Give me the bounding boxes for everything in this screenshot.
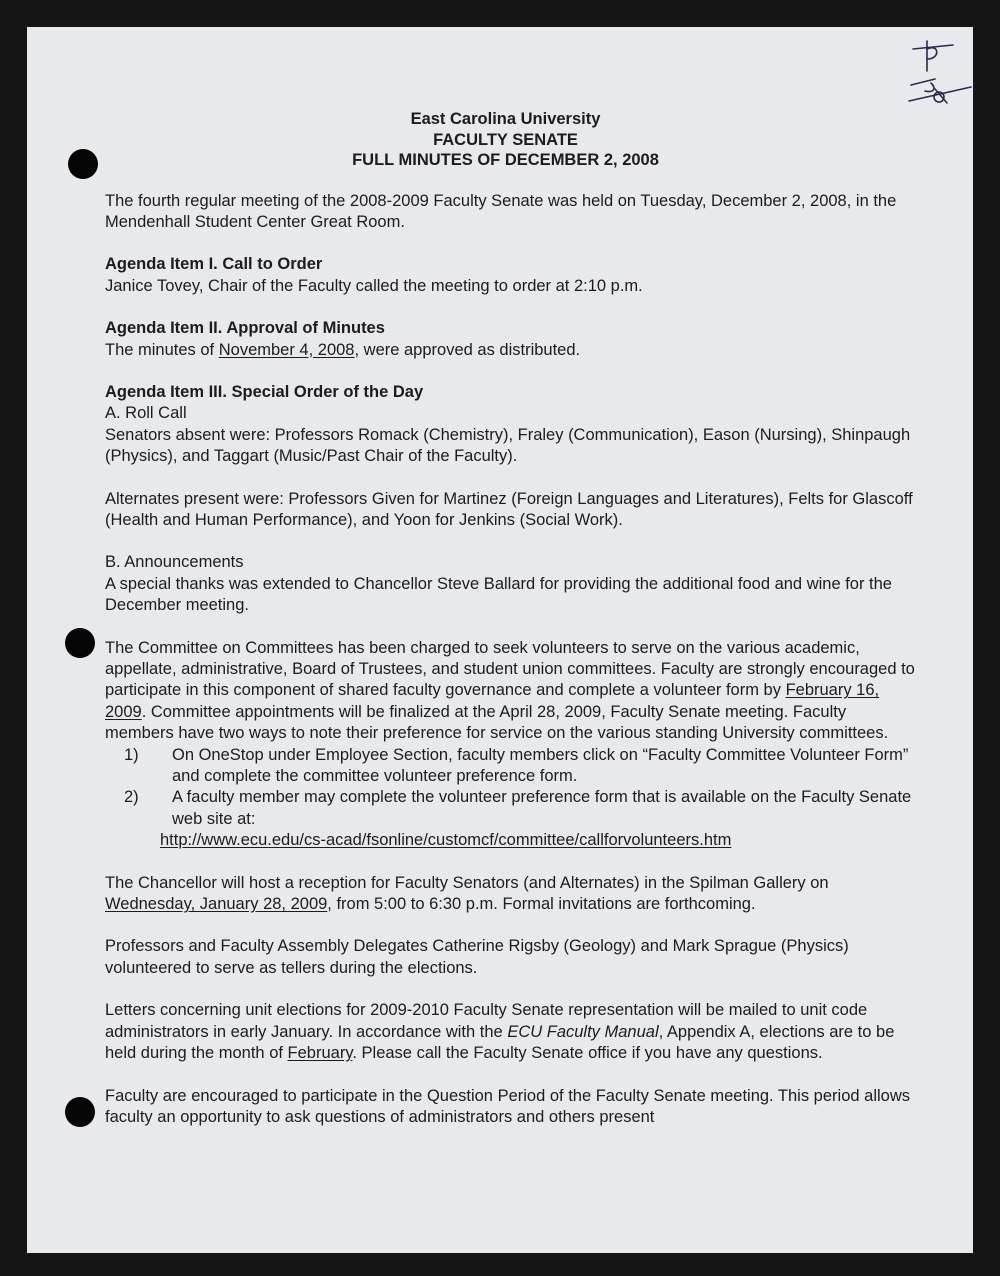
- senators-absent: Senators absent were: Professors Romack (Chemistry), Fraley (Communication), Eason (Nursing), Shinpaugh (Physics), and Taggart (Music/Past Chair of the Faculty).: [105, 425, 911, 466]
- intro-paragraph: The fourth regular meeting of the 2008-2009 Faculty Senate was held on Tuesday, December 2, 2008, in the Mendenhall Student Center Great Room.: [105, 191, 897, 231]
- alternates-present: Alternates present were: Professors Given for Martinez (Foreign Languages and Literatures), Felts for Glascoff (Health and Human Performance), and Yoon for Jenkins (Social Work).: [105, 489, 913, 529]
- agenda-item-1-heading: Agenda Item I. Call to Order: [105, 255, 323, 274]
- election-month: February: [287, 1044, 353, 1063]
- handwritten-page-mark: [905, 37, 975, 107]
- agenda-item-1-text: Janice Tovey, Chair of the Faculty called the meeting to order at 2:10 p.m.: [105, 276, 643, 295]
- senate-name: FACULTY SENATE: [433, 130, 578, 149]
- tellers-paragraph: Professors and Faculty Assembly Delegates Catherine Rigsby (Geology) and Mark Sprague (Physics) volunteered to serve as tellers during the elections.: [105, 937, 849, 977]
- minutes-date-link: November 4, 2008: [218, 340, 355, 359]
- university-name: East Carolina University: [410, 110, 601, 128]
- document-header: [96, 109, 915, 171]
- volunteers-url-link[interactable]: http://www.ecu.edu/cs-acad/fsonline/customcf/committee/callforvolunteers.htm: [160, 831, 732, 850]
- punch-hole: [65, 628, 95, 658]
- minutes-title: FULL MINUTES OF DECEMBER 2, 2008: [352, 151, 659, 169]
- list-item: 2) A faculty member may complete the volunteer preference form that is available on the Faculty Senate web site at:: [124, 788, 912, 828]
- agenda-item-2-text: The minutes of November 4, 2008, were approved as distributed.: [105, 340, 581, 359]
- announcements-title: B. Announcements: [105, 553, 244, 572]
- punch-hole: [65, 1097, 95, 1127]
- volunteer-deadline: February 16, 2009: [105, 681, 880, 721]
- reception-date: Wednesday, January 28, 2009: [105, 895, 328, 914]
- question-period-paragraph: Faculty are encouraged to participate in the Question Period of the Faculty Senate meeting. This period allows faculty an opportunity to ask questions of administrators and others present: [105, 1086, 910, 1126]
- agenda-item-2-heading: Agenda Item II. Approval of Minutes: [105, 319, 385, 338]
- punch-hole: [68, 149, 98, 179]
- roll-call-title: A. Roll Call: [105, 404, 187, 423]
- document-page: [27, 27, 973, 1253]
- letters-paragraph: Letters concerning unit elections for 2009-2010 Faculty Senate representation will be mailed to unit code administrators in early January. In accordance with the ECU Faculty Manual, Appendix A, elections are to be held during the month of February. Please call the Faculty Senate office if you have any questions.: [105, 1001, 895, 1063]
- list-item: 1) On OneStop under Employee Section, faculty members click on “Faculty Committee Volunteer Form” and complete the committee volunteer preference form.: [124, 745, 909, 786]
- agenda-item-3-heading: Agenda Item III. Special Order of the Day: [105, 382, 424, 401]
- reception-paragraph: The Chancellor will host a reception for Faculty Senators (and Alternates) in the Spilman Gallery on Wednesday, January 28, 2009, from 5:00 to 6:30 p.m. Formal invitations are forthcoming.: [105, 873, 829, 914]
- committee-paragraph: The Committee on Committees has been charged to seek volunteers to serve on the various academic, appellate, administrative, Board of Trustees, and student union committees. Faculty are strongly encouraged to participate in this component of shared faculty governance and complete a volunteer form by February 16, 2009. Committee appointments will be finalized at the April 28, 2009, Faculty Senate meeting. Faculty members have two ways to note their preference for service on the various standing University committees.: [105, 638, 915, 743]
- thanks-paragraph: A special thanks was extended to Chancellor Steve Ballard for providing the additional food and wine for the December meeting.: [105, 574, 892, 615]
- minutes-body: [105, 109, 915, 1128]
